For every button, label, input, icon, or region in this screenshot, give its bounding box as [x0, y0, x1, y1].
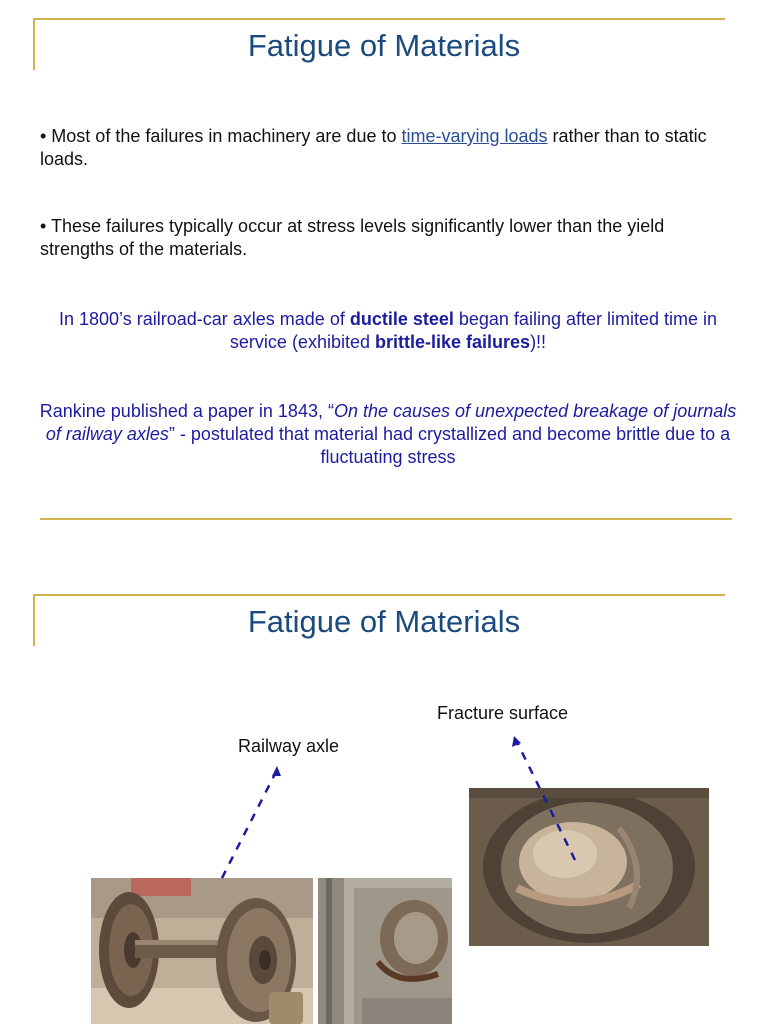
rankine-paragraph	[38, 400, 738, 469]
para-1-part-2	[119, 309, 197, 329]
annotation-arrows	[0, 580, 768, 1024]
para-1-part-3: -car axles made of	[196, 309, 350, 329]
bullet-1-prefix: • Most of the failures in machinery are due to	[40, 126, 402, 146]
brittle-like-failures-text: brittle-like failures	[375, 332, 531, 352]
slide-1-bottom-rule	[40, 518, 732, 520]
slide-1-top-rule	[33, 18, 725, 20]
time-varying-loads-link[interactable]: time-varying loads	[401, 126, 548, 146]
slide-2	[0, 580, 768, 1024]
slide-1-title: Fatigue of Materials	[247, 28, 521, 63]
para-2-part-3: ” - postulated that material had crystallized and become brittle due to a fluctuating stress	[168, 424, 731, 467]
railway-axle-arrowhead	[272, 766, 281, 776]
para-1-part-1: In 1800	[58, 309, 120, 329]
para-1-part-5: began failing after limited time in service (exhibited	[229, 309, 718, 352]
bullet-stress-levels: • These failures typically occur at stress levels significantly lower than the yield strengths of the materials.	[40, 216, 665, 259]
bullet-1-suffix: rather than to static loads.	[40, 126, 707, 169]
fracture-surface-arrowhead	[512, 736, 521, 747]
ductile-steel-text: ductile steel	[349, 309, 454, 329]
para-2-part-1: Rankine published a paper in 1843, “	[39, 401, 334, 421]
fracture-surface-label: Fracture surface	[437, 703, 569, 723]
para-1-part-7: )!!	[530, 332, 547, 352]
railway-axle-arrow	[222, 770, 277, 878]
slide-2-title: Fatigue of Materials	[247, 604, 521, 639]
railroad-axles-paragraph	[38, 308, 738, 354]
para-1-railroad: ’s railroad	[119, 309, 197, 329]
paper-title-text: On the causes of unexpected breakage of journals of railway axles	[45, 401, 737, 444]
fracture-surface-arrow	[516, 740, 575, 860]
railway-axle-label: Railway axle	[238, 736, 340, 756]
bullet-time-varying-loads	[40, 125, 730, 171]
